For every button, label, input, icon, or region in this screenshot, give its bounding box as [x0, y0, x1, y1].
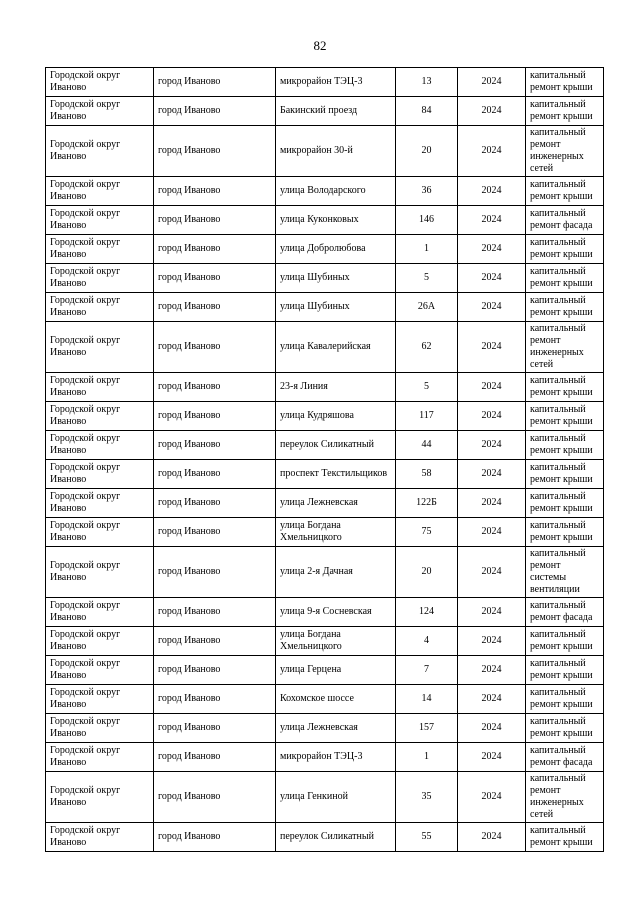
city-cell: город Иваново [154, 373, 276, 402]
table-row [46, 206, 604, 235]
district-cell: Городской округ Иваново [46, 293, 154, 322]
house-number-cell: 20 [396, 547, 458, 598]
city-cell: город Иваново [154, 235, 276, 264]
district-cell: Городской округ Иваново [46, 235, 154, 264]
year-cell: 2024 [458, 460, 526, 489]
year-cell: 2024 [458, 126, 526, 177]
street-cell: улица Богдана Хмельницкого [276, 627, 396, 656]
page-number: 82 [313, 38, 327, 53]
year-cell: 2024 [458, 264, 526, 293]
city-cell: город Иваново [154, 772, 276, 823]
year-cell: 2024 [458, 743, 526, 772]
city-cell: город Иваново [154, 68, 276, 97]
year-cell: 2024 [458, 97, 526, 126]
district-cell: Городской округ Иваново [46, 627, 154, 656]
work-type-cell: капитальный ремонт крыши [526, 518, 604, 547]
house-number-cell: 117 [396, 402, 458, 431]
city-cell: город Иваново [154, 518, 276, 547]
house-number-cell: 44 [396, 431, 458, 460]
district-cell: Городской округ Иваново [46, 743, 154, 772]
city-cell: город Иваново [154, 714, 276, 743]
street-cell: микрорайон ТЭЦ-3 [276, 743, 396, 772]
street-cell: улица Добролюбова [276, 235, 396, 264]
work-type-cell: капитальный ремонт крыши [526, 293, 604, 322]
street-cell: переулок Силикатный [276, 431, 396, 460]
table-row [46, 293, 604, 322]
table-row [46, 177, 604, 206]
city-cell: город Иваново [154, 402, 276, 431]
work-type-cell: капитальный ремонт инженерных сетей [526, 126, 604, 177]
year-cell: 2024 [458, 431, 526, 460]
street-cell: улица 9-я Сосневская [276, 598, 396, 627]
work-type-cell: капитальный ремонт крыши [526, 264, 604, 293]
street-cell: микрорайон 30-й [276, 126, 396, 177]
city-cell: город Иваново [154, 598, 276, 627]
street-cell: Бакинский проезд [276, 97, 396, 126]
street-cell: улица Генкиной [276, 772, 396, 823]
work-type-cell: капитальный ремонт крыши [526, 402, 604, 431]
year-cell: 2024 [458, 373, 526, 402]
house-number-cell: 26А [396, 293, 458, 322]
table-row [46, 97, 604, 126]
district-cell: Городской округ Иваново [46, 823, 154, 852]
work-type-cell: капитальный ремонт крыши [526, 235, 604, 264]
house-number-cell: 13 [396, 68, 458, 97]
district-cell: Городской округ Иваново [46, 772, 154, 823]
city-cell: город Иваново [154, 431, 276, 460]
district-cell: Городской округ Иваново [46, 402, 154, 431]
street-cell: проспект Текстильщиков [276, 460, 396, 489]
district-cell: Городской округ Иваново [46, 489, 154, 518]
house-number-cell: 14 [396, 685, 458, 714]
city-cell: город Иваново [154, 293, 276, 322]
district-cell: Городской округ Иваново [46, 264, 154, 293]
year-cell: 2024 [458, 68, 526, 97]
year-cell: 2024 [458, 823, 526, 852]
house-number-cell: 1 [396, 235, 458, 264]
street-cell: улица Лежневская [276, 489, 396, 518]
house-number-cell: 146 [396, 206, 458, 235]
house-number-cell: 7 [396, 656, 458, 685]
city-cell: город Иваново [154, 97, 276, 126]
house-number-cell: 35 [396, 772, 458, 823]
table-row [46, 431, 604, 460]
year-cell: 2024 [458, 547, 526, 598]
table-row [46, 518, 604, 547]
street-cell: улица Богдана Хмельницкого [276, 518, 396, 547]
year-cell: 2024 [458, 206, 526, 235]
city-cell: город Иваново [154, 460, 276, 489]
district-cell: Городской округ Иваново [46, 547, 154, 598]
work-type-cell: капитальный ремонт крыши [526, 68, 604, 97]
year-cell: 2024 [458, 598, 526, 627]
district-cell: Городской округ Иваново [46, 68, 154, 97]
district-cell: Городской округ Иваново [46, 656, 154, 685]
district-cell: Городской округ Иваново [46, 460, 154, 489]
year-cell: 2024 [458, 235, 526, 264]
table-row [46, 598, 604, 627]
table-row [46, 627, 604, 656]
street-cell: Кохомское шоссе [276, 685, 396, 714]
district-cell: Городской округ Иваново [46, 598, 154, 627]
work-type-cell: капитальный ремонт крыши [526, 489, 604, 518]
district-cell: Городской округ Иваново [46, 97, 154, 126]
year-cell: 2024 [458, 518, 526, 547]
work-type-cell: капитальный ремонт крыши [526, 823, 604, 852]
street-cell: улица Кавалерийская [276, 322, 396, 373]
table-row [46, 402, 604, 431]
district-cell: Городской округ Иваново [46, 518, 154, 547]
table-row [46, 235, 604, 264]
year-cell: 2024 [458, 177, 526, 206]
year-cell: 2024 [458, 772, 526, 823]
year-cell: 2024 [458, 685, 526, 714]
district-cell: Городской округ Иваново [46, 177, 154, 206]
city-cell: город Иваново [154, 656, 276, 685]
district-cell: Городской округ Иваново [46, 322, 154, 373]
city-cell: город Иваново [154, 489, 276, 518]
city-cell: город Иваново [154, 206, 276, 235]
work-type-cell: капитальный ремонт крыши [526, 177, 604, 206]
house-number-cell: 122Б [396, 489, 458, 518]
street-cell: улица Куконковых [276, 206, 396, 235]
house-number-cell: 84 [396, 97, 458, 126]
district-cell: Городской округ Иваново [46, 685, 154, 714]
district-cell: Городской округ Иваново [46, 714, 154, 743]
city-cell: город Иваново [154, 823, 276, 852]
house-number-cell: 5 [396, 373, 458, 402]
work-type-cell: капитальный ремонт фасада [526, 743, 604, 772]
table-row [46, 489, 604, 518]
city-cell: город Иваново [154, 322, 276, 373]
table-row [46, 547, 604, 598]
table-row [46, 772, 604, 823]
work-type-cell: капитальный ремонт инженерных сетей [526, 322, 604, 373]
work-type-cell: капитальный ремонт крыши [526, 460, 604, 489]
work-type-cell: капитальный ремонт системы вентиляции [526, 547, 604, 598]
house-number-cell: 124 [396, 598, 458, 627]
table-row [46, 823, 604, 852]
house-number-cell: 75 [396, 518, 458, 547]
city-cell: город Иваново [154, 547, 276, 598]
table-row [46, 68, 604, 97]
district-cell: Городской округ Иваново [46, 431, 154, 460]
district-cell: Городской округ Иваново [46, 373, 154, 402]
table-row [46, 743, 604, 772]
city-cell: город Иваново [154, 177, 276, 206]
work-type-cell: капитальный ремонт крыши [526, 685, 604, 714]
district-cell: Городской округ Иваново [46, 126, 154, 177]
house-number-cell: 4 [396, 627, 458, 656]
house-number-cell: 36 [396, 177, 458, 206]
table-row [46, 714, 604, 743]
city-cell: город Иваново [154, 743, 276, 772]
year-cell: 2024 [458, 656, 526, 685]
street-cell: улица Шубиных [276, 264, 396, 293]
street-cell: улица Володарского [276, 177, 396, 206]
street-cell: улица Герцена [276, 656, 396, 685]
year-cell: 2024 [458, 714, 526, 743]
work-type-cell: капитальный ремонт крыши [526, 656, 604, 685]
work-type-cell: капитальный ремонт фасада [526, 206, 604, 235]
table-row [46, 264, 604, 293]
house-number-cell: 157 [396, 714, 458, 743]
street-cell: 23-я Линия [276, 373, 396, 402]
year-cell: 2024 [458, 293, 526, 322]
street-cell: улица 2-я Дачная [276, 547, 396, 598]
district-cell: Городской округ Иваново [46, 206, 154, 235]
work-type-cell: капитальный ремонт крыши [526, 373, 604, 402]
year-cell: 2024 [458, 322, 526, 373]
city-cell: город Иваново [154, 126, 276, 177]
work-type-cell: капитальный ремонт фасада [526, 598, 604, 627]
work-type-cell: капитальный ремонт крыши [526, 627, 604, 656]
work-type-cell: капитальный ремонт крыши [526, 714, 604, 743]
house-number-cell: 58 [396, 460, 458, 489]
house-number-cell: 20 [396, 126, 458, 177]
house-number-cell: 1 [396, 743, 458, 772]
street-cell: микрорайон ТЭЦ-3 [276, 68, 396, 97]
house-number-cell: 5 [396, 264, 458, 293]
table-row [46, 656, 604, 685]
street-cell: улица Лежневская [276, 714, 396, 743]
house-number-cell: 55 [396, 823, 458, 852]
year-cell: 2024 [458, 489, 526, 518]
work-type-cell: капитальный ремонт крыши [526, 431, 604, 460]
table-body [46, 68, 604, 852]
year-cell: 2024 [458, 627, 526, 656]
repair-schedule-table [45, 67, 604, 852]
work-type-cell: капитальный ремонт инженерных сетей [526, 772, 604, 823]
table-row [46, 126, 604, 177]
street-cell: переулок Силикатный [276, 823, 396, 852]
city-cell: город Иваново [154, 264, 276, 293]
street-cell: улица Шубиных [276, 293, 396, 322]
table-row [46, 460, 604, 489]
street-cell: улица Кудряшова [276, 402, 396, 431]
city-cell: город Иваново [154, 685, 276, 714]
city-cell: город Иваново [154, 627, 276, 656]
work-type-cell: капитальный ремонт крыши [526, 97, 604, 126]
table-row [46, 322, 604, 373]
year-cell: 2024 [458, 402, 526, 431]
table-row [46, 373, 604, 402]
house-number-cell: 62 [396, 322, 458, 373]
table-row [46, 685, 604, 714]
